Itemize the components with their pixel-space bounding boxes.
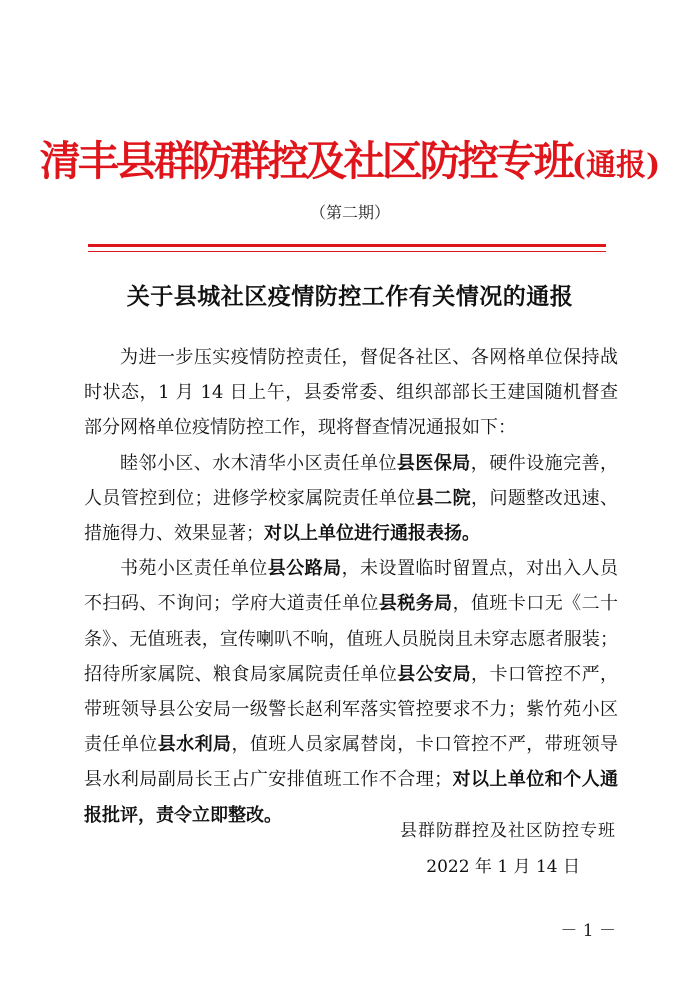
header-divider-thick	[88, 244, 606, 247]
emphasized-text: 县公路局	[267, 558, 342, 580]
paragraph-text: 书苑小区责任单位	[120, 558, 268, 580]
paragraph-text: ，未设置临时留置点，对出入人员不扫码、不询问；学府大道责任单位	[84, 558, 619, 615]
page-number: － 1 －	[560, 921, 616, 941]
paragraph-text: ，问题整改迅速、措施得力、效果显著；	[84, 487, 619, 545]
paragraph-text: ，硬件设施完善，人员管控到位；进修学校家属院责任单位	[84, 452, 619, 509]
paragraph-text: ，值班卡口无《二十条》、无值班表，宣传喇叭不响，值班人员脱岗且未穿志愿者服装；招待所家属院、粮食局家属院责任单位	[84, 593, 619, 685]
header-divider-thin	[88, 251, 606, 252]
body-paragraph	[84, 551, 618, 833]
emphasized-text: 县公安局	[397, 663, 472, 685]
paragraph-text: ，值班人员家属替岗，卡口管控不严，带班领导县水利局副局长王占广安排值班工作不合理；	[84, 734, 619, 791]
paragraph-text: ，卡口管控不严，带班领导县公安局一级警长赵利军落实管控要求不力；紫竹苑小区责任单位	[84, 663, 619, 756]
paragraph-text: 为进一步压实疫情防控责任，督促各社区、各网格单位保持战时状态，1 月 14 日上午，县委常委、组织部部长王建国随机督查部分网格单位疫情防控工作，现将督查情况通报如下：	[84, 347, 618, 439]
document-title: 关于县城社区疫情防控工作有关情况的通报	[126, 284, 574, 310]
doc-type: (通报)	[571, 148, 661, 183]
emphasized-text: 对以上单位和个人通报批评，责令立即整改。	[84, 769, 618, 826]
emphasized-text: 县水利局	[157, 734, 232, 756]
emphasized-text: 县税务局	[378, 593, 453, 615]
issue-number: （第二期）	[309, 203, 390, 222]
body-paragraph	[84, 340, 618, 446]
emphasized-text: 对以上单位进行通报表扬。	[264, 523, 480, 545]
body-paragraph	[84, 446, 618, 552]
paragraph-text: 睦邻小区、水木清华小区责任单位	[120, 452, 397, 474]
org-title: 清丰县群防群控及社区防控专班	[39, 137, 572, 185]
emphasized-text: 县医保局	[396, 452, 471, 474]
masthead	[0, 128, 700, 187]
emphasized-text: 县二院	[415, 487, 472, 509]
signer-org: 县群防群控及社区防控专班	[400, 821, 616, 841]
document-body	[84, 340, 618, 833]
signing-date: 2022 年 1 月 14 日	[426, 857, 580, 877]
